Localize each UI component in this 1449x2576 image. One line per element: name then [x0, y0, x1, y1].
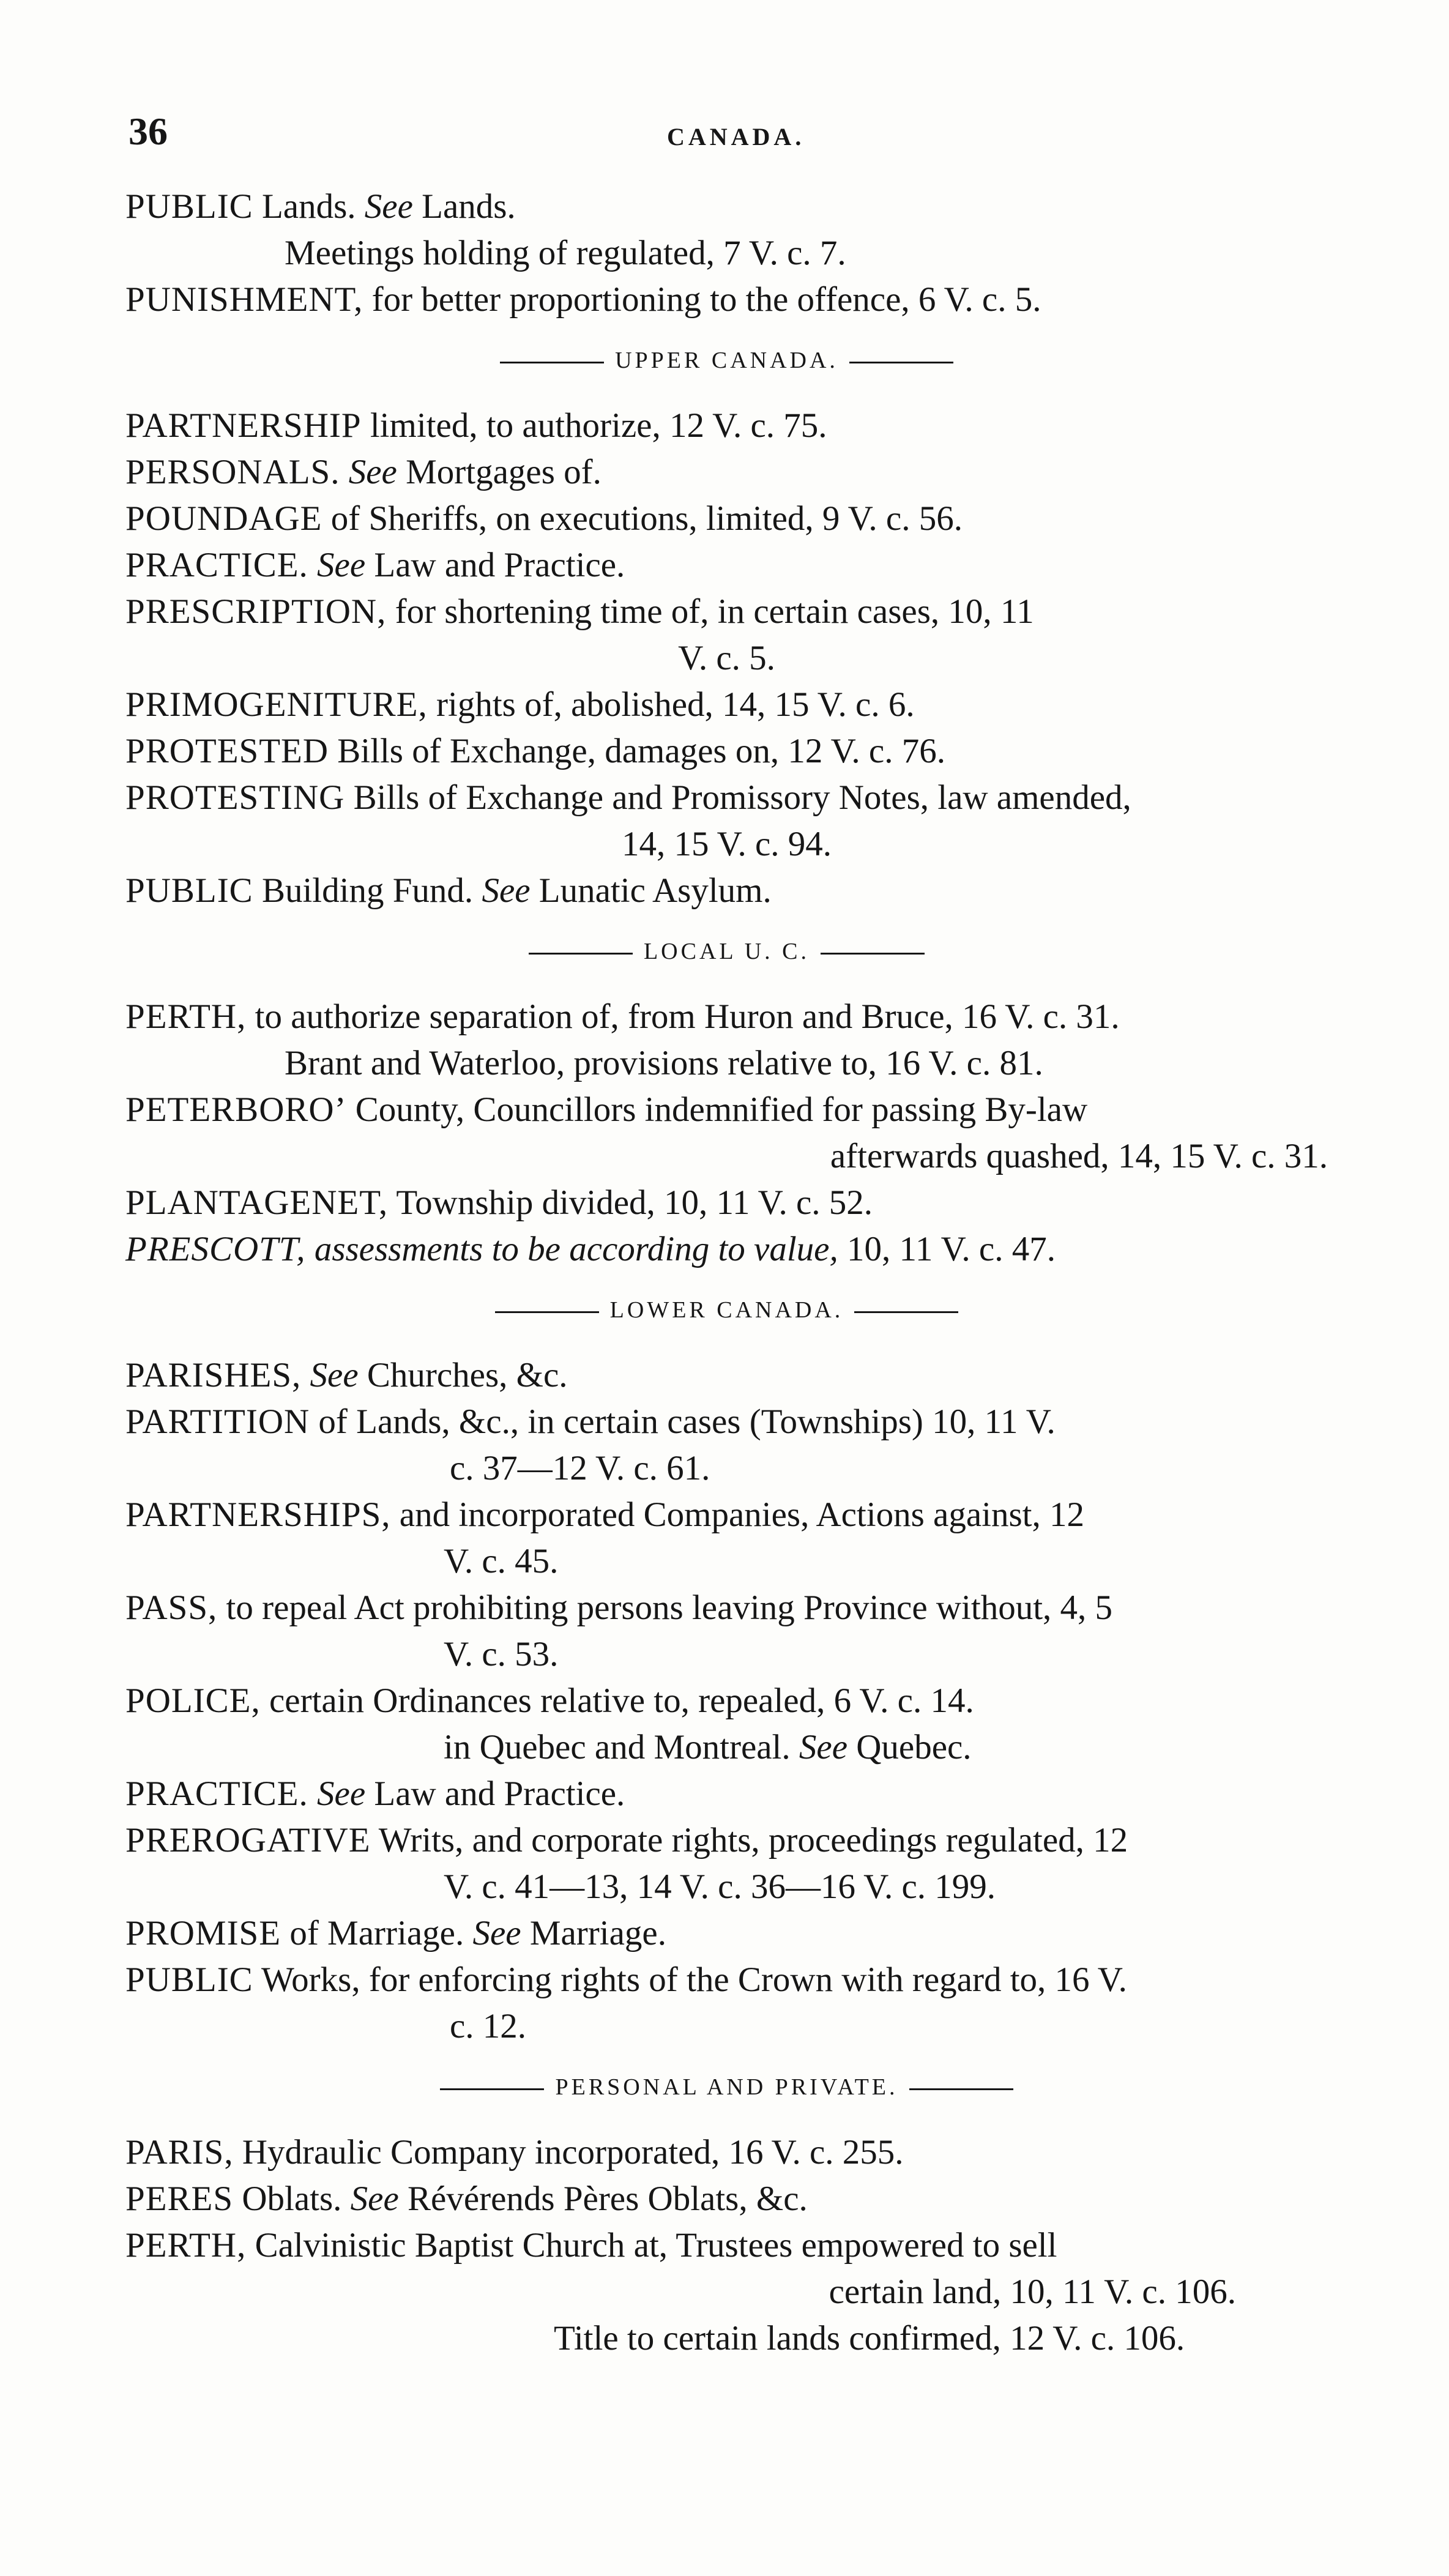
section-upper-canada: UPPER CANADA.: [125, 345, 1328, 376]
rule-left: [440, 2088, 544, 2090]
entry-protested: PROTESTED Bills of Exchange, damages on, 12 V. c. 76.: [125, 732, 945, 770]
entry-partnerships: PARTNERSHIPS, and incorporated Companies, Actions against, 12 V. c. 45.: [125, 1495, 1084, 1580]
entry-primogeniture: PRIMOGENITURE, rights of, abolished, 14, 15 V. c. 6.: [125, 685, 915, 724]
entry-police: POLICE, certain Ordinances relative to, repealed, 6 V. c. 14.: [125, 1681, 974, 1720]
entry-partition: PARTITION of Lands, &c., in certain cases (Townships) 10, 11 V. c. 37—12 V. c. 61.: [125, 1402, 1056, 1487]
entry-promise: PROMISE of Marriage. See Marriage.: [125, 1914, 666, 1952]
entry-parishes: PARISHES, See Churches, &c.: [125, 1356, 568, 1394]
entry-poundage: POUNDAGE of Sheriffs, on executions, limited, 9 V. c. 56.: [125, 499, 963, 538]
entry-plantagenet: PLANTAGENET, Township divided, 10, 11 V. c. 52.: [125, 1183, 873, 1222]
entry-paris: PARIS, Hydraulic Company incorporated, 16 V. c. 255.: [125, 2133, 904, 2172]
entry-practice-uc: PRACTICE. See Law and Practice.: [125, 546, 625, 584]
entry-police-sub: in Quebec and Montreal. See Quebec.: [444, 1728, 972, 1766]
page-header: [129, 109, 1322, 164]
entry-partnership: PARTNERSHIP limited, to authorize, 12 V. c. 75.: [125, 406, 827, 445]
entry-perth-uc: PERTH, to authorize separation of, from Huron and Bruce, 16 V. c. 31.: [125, 997, 1120, 1036]
entry-public-lands: PUBLIC Lands. See Lands.: [125, 187, 516, 226]
rule-right: [909, 2088, 1013, 2090]
entry-public-works: PUBLIC Works, for enforcing rights of the Crown with regard to, 16 V. c. 12.: [125, 1960, 1127, 2046]
rule-right: [854, 1311, 958, 1313]
entry-punishment: PUNISHMENT, for better proportioning to the offence, 6 V. c. 5.: [125, 280, 1041, 319]
entry-prescott: PRESCOTT, assessments to be according to value, 10, 11 V. c. 47.: [125, 1230, 1056, 1268]
entry-peres: PERES Oblats. See Révérends Pères Oblats, &c.: [125, 2180, 808, 2218]
index-content: [125, 184, 1328, 2362]
entry-practice-lc: PRACTICE. See Law and Practice.: [125, 1774, 625, 1813]
rule-left: [529, 953, 633, 955]
rule-right: [821, 953, 925, 955]
entry-protesting: PROTESTING Bills of Exchange and Promissory Notes, law amended, 14, 15 V. c. 94.: [125, 778, 1131, 863]
section-personal-private: PERSONAL AND PRIVATE.: [125, 2072, 1328, 2102]
section-lower-canada: LOWER CANADA.: [125, 1295, 1328, 1325]
rule-right: [849, 362, 953, 363]
entry-perth-uc-sub: Brant and Waterloo, provisions relative to, 16 V. c. 81.: [285, 1044, 1043, 1082]
entry-perth-private: PERTH, Calvinistic Baptist Church at, Trustees empowered to sell certain land, 10, 11 V. c. 106.: [125, 2226, 1236, 2311]
rule-left: [495, 1311, 599, 1313]
entry-pass: PASS, to repeal Act prohibiting persons leaving Province without, 4, 5 V. c. 53.: [125, 1588, 1113, 1673]
entry-perth-private-sub: Title to certain lands confirmed, 12 V. c. 106.: [554, 2319, 1185, 2358]
entry-public-building: PUBLIC Building Fund. See Lunatic Asylum.: [125, 871, 772, 910]
page-number: 36: [129, 110, 168, 153]
entry-peterboro: PETERBORO’ County, Councillors indemnified for passing By-law afterwards quashed, 14, 15 V. c. 31.: [125, 1090, 1328, 1175]
section-local-uc: LOCAL U. C.: [125, 936, 1328, 967]
rule-left: [500, 362, 604, 363]
running-head: CANADA.: [667, 123, 805, 151]
entry-public-lands-sub: Meetings holding of regulated, 7 V. c. 7.: [285, 234, 846, 272]
entry-personals: PERSONALS. See Mortgages of.: [125, 453, 602, 491]
entry-prescription: PRESCRIPTION, for shortening time of, in certain cases, 10, 11 V. c. 5.: [125, 592, 1034, 677]
entry-prerogative: PREROGATIVE Writs, and corporate rights, proceedings regulated, 12 V. c. 41—13, 14 V. c. 36—16 V. c. 199.: [125, 1821, 1128, 1906]
